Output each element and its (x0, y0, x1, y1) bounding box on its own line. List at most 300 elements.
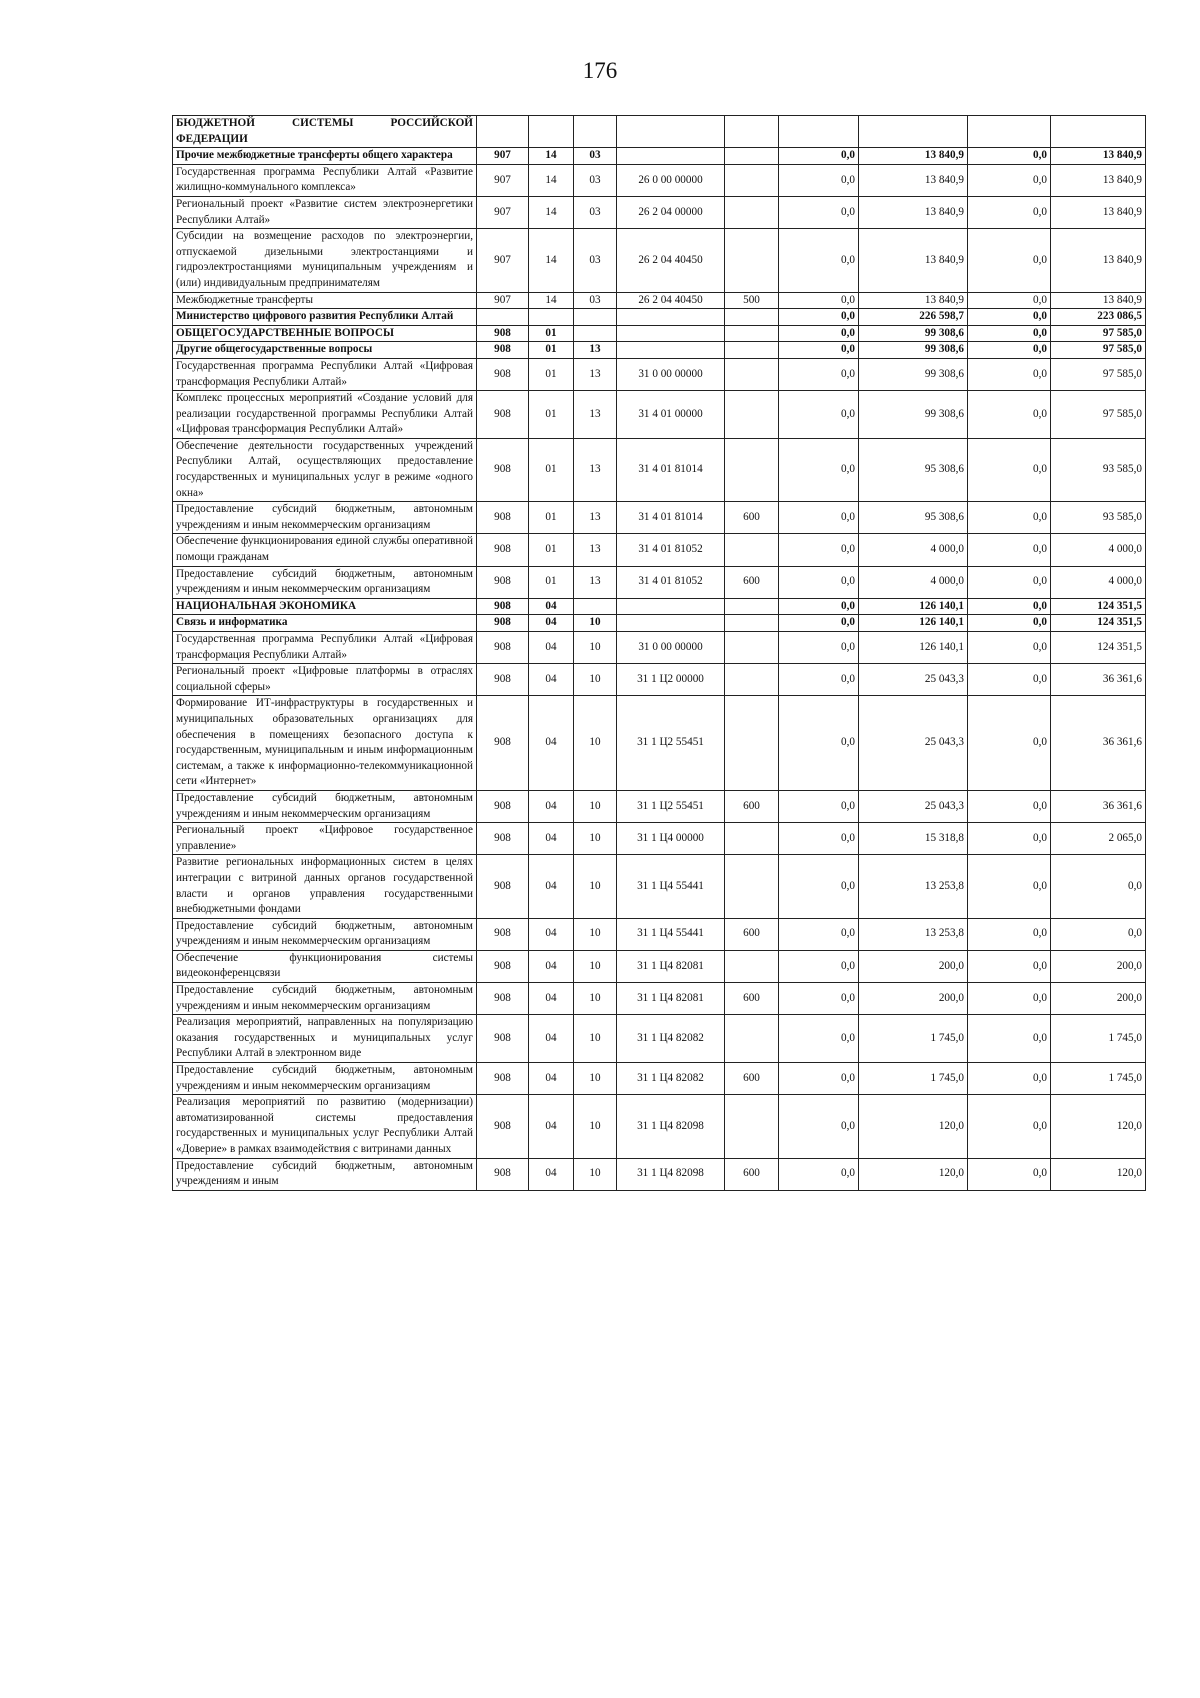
cell-section: 04 (529, 918, 574, 950)
cell-amount-1: 0,0 (779, 229, 859, 292)
table-row (173, 196, 1146, 228)
cell-target-article: 31 4 01 81014 (617, 438, 725, 501)
cell-name: Субсидии на возмещение расходов по электроэнергии, отпускаемой дизельными электростанциями и гидроэлектростанциями муниципальным учреждениям и (или) индивидуальным предпринимателям (173, 229, 477, 292)
cell-target-article: 31 1 Ц4 55441 (617, 918, 725, 950)
table-row (173, 229, 1146, 292)
cell-amount-4: 93 585,0 (1051, 502, 1146, 534)
cell-amount-4: 13 840,9 (1051, 196, 1146, 228)
cell-grbs: 908 (477, 391, 529, 439)
cell-target-article: 31 0 00 00000 (617, 358, 725, 390)
cell-expense-type (725, 615, 779, 632)
cell-amount-4: 13 840,9 (1051, 292, 1146, 309)
cell-amount-3: 0,0 (968, 664, 1051, 696)
cell-amount-1: 0,0 (779, 855, 859, 918)
cell-section: 01 (529, 325, 574, 342)
cell-amount-4 (1051, 116, 1146, 148)
cell-grbs: 908 (477, 918, 529, 950)
cell-amount-2: 25 043,3 (859, 790, 968, 822)
cell-amount-3: 0,0 (968, 1063, 1051, 1095)
cell-amount-4: 4 000,0 (1051, 534, 1146, 566)
cell-amount-1: 0,0 (779, 164, 859, 196)
cell-amount-3: 0,0 (968, 229, 1051, 292)
cell-grbs: 907 (477, 229, 529, 292)
cell-expense-type (725, 229, 779, 292)
cell-target-article: 31 1 Ц2 55451 (617, 790, 725, 822)
cell-subsection: 03 (574, 292, 617, 309)
cell-amount-3: 0,0 (968, 196, 1051, 228)
cell-amount-2: 13 840,9 (859, 164, 968, 196)
cell-target-article: 26 2 04 00000 (617, 196, 725, 228)
cell-name: Предоставление субсидий бюджетным, автономным учреждениям и иным некоммерческим организациям (173, 566, 477, 598)
cell-subsection: 10 (574, 664, 617, 696)
cell-section: 04 (529, 664, 574, 696)
cell-name: НАЦИОНАЛЬНАЯ ЭКОНОМИКА (173, 598, 477, 615)
cell-amount-2: 13 253,8 (859, 855, 968, 918)
cell-amount-1: 0,0 (779, 534, 859, 566)
cell-amount-2: 13 840,9 (859, 196, 968, 228)
cell-section (529, 309, 574, 326)
cell-section: 04 (529, 950, 574, 982)
cell-grbs: 908 (477, 598, 529, 615)
cell-target-article (617, 116, 725, 148)
cell-grbs: 907 (477, 196, 529, 228)
cell-amount-2: 95 308,6 (859, 502, 968, 534)
cell-expense-type (725, 116, 779, 148)
cell-target-article: 31 4 01 00000 (617, 391, 725, 439)
cell-grbs: 908 (477, 566, 529, 598)
cell-amount-3: 0,0 (968, 950, 1051, 982)
cell-amount-4: 2 065,0 (1051, 823, 1146, 855)
cell-amount-3: 0,0 (968, 164, 1051, 196)
cell-target-article: 31 1 Ц4 82082 (617, 1015, 725, 1063)
cell-amount-1: 0,0 (779, 1063, 859, 1095)
cell-amount-3: 0,0 (968, 325, 1051, 342)
cell-amount-1: 0,0 (779, 358, 859, 390)
cell-amount-1: 0,0 (779, 1158, 859, 1190)
cell-expense-type (725, 325, 779, 342)
cell-target-article: 31 4 01 81052 (617, 534, 725, 566)
cell-amount-3: 0,0 (968, 342, 1051, 359)
table-row (173, 116, 1146, 148)
cell-amount-3: 0,0 (968, 615, 1051, 632)
cell-subsection: 10 (574, 1158, 617, 1190)
cell-section (529, 116, 574, 148)
cell-section: 01 (529, 342, 574, 359)
cell-name: Развитие региональных информационных систем в целях интеграции с витриной данных органов государственной власти и органов управления государственными внебюджетными фондами (173, 855, 477, 918)
cell-amount-3: 0,0 (968, 598, 1051, 615)
table-row (173, 615, 1146, 632)
cell-target-article: 31 4 01 81052 (617, 566, 725, 598)
cell-amount-2: 13 840,9 (859, 292, 968, 309)
cell-name: Обеспечение функционирования единой службы оперативной помощи гражданам (173, 534, 477, 566)
cell-expense-type (725, 1095, 779, 1158)
cell-target-article (617, 615, 725, 632)
cell-amount-4: 124 351,5 (1051, 632, 1146, 664)
cell-section: 14 (529, 196, 574, 228)
cell-amount-1: 0,0 (779, 823, 859, 855)
cell-grbs: 907 (477, 148, 529, 165)
cell-subsection (574, 325, 617, 342)
cell-section: 01 (529, 358, 574, 390)
cell-amount-4: 97 585,0 (1051, 325, 1146, 342)
table-row (173, 358, 1146, 390)
table-row (173, 1015, 1146, 1063)
cell-target-article: 31 1 Ц2 00000 (617, 664, 725, 696)
cell-amount-3: 0,0 (968, 292, 1051, 309)
cell-amount-3: 0,0 (968, 918, 1051, 950)
cell-section: 14 (529, 148, 574, 165)
cell-amount-2: 13 840,9 (859, 148, 968, 165)
cell-amount-4: 13 840,9 (1051, 148, 1146, 165)
cell-name: Государственная программа Республики Алтай «Цифровая трансформация Республики Алтай» (173, 358, 477, 390)
table-row (173, 598, 1146, 615)
cell-amount-4: 200,0 (1051, 950, 1146, 982)
cell-grbs: 908 (477, 790, 529, 822)
cell-amount-3: 0,0 (968, 438, 1051, 501)
cell-expense-type (725, 164, 779, 196)
cell-amount-4: 0,0 (1051, 855, 1146, 918)
cell-amount-2: 200,0 (859, 983, 968, 1015)
cell-target-article: 31 4 01 81014 (617, 502, 725, 534)
cell-name: Прочие межбюджетные трансферты общего характера (173, 148, 477, 165)
cell-expense-type (725, 196, 779, 228)
cell-section: 04 (529, 1015, 574, 1063)
cell-amount-4: 36 361,6 (1051, 790, 1146, 822)
cell-name: Обеспечение деятельности государственных учреждений Республики Алтай, осуществляющих предоставление государственных и муниципальных услуг в режиме «одного окна» (173, 438, 477, 501)
cell-grbs: 908 (477, 1095, 529, 1158)
cell-expense-type (725, 342, 779, 359)
cell-amount-1: 0,0 (779, 325, 859, 342)
table-row (173, 823, 1146, 855)
cell-expense-type: 600 (725, 983, 779, 1015)
cell-expense-type (725, 950, 779, 982)
cell-amount-2: 25 043,3 (859, 696, 968, 791)
cell-subsection: 10 (574, 950, 617, 982)
cell-target-article: 31 1 Ц4 82098 (617, 1158, 725, 1190)
cell-amount-2: 126 140,1 (859, 598, 968, 615)
cell-amount-1: 0,0 (779, 632, 859, 664)
cell-grbs: 908 (477, 1158, 529, 1190)
cell-section: 14 (529, 229, 574, 292)
table-row (173, 950, 1146, 982)
cell-expense-type (725, 823, 779, 855)
cell-name: Обеспечение функционирования системы видеоконференцсвязи (173, 950, 477, 982)
cell-name: Межбюджетные трансферты (173, 292, 477, 309)
cell-target-article (617, 309, 725, 326)
cell-grbs: 908 (477, 632, 529, 664)
cell-grbs: 907 (477, 164, 529, 196)
cell-section: 01 (529, 391, 574, 439)
cell-amount-2: 99 308,6 (859, 391, 968, 439)
cell-amount-2: 99 308,6 (859, 358, 968, 390)
table-row (173, 391, 1146, 439)
cell-expense-type: 600 (725, 1063, 779, 1095)
cell-section: 01 (529, 566, 574, 598)
cell-subsection: 10 (574, 632, 617, 664)
cell-amount-3: 0,0 (968, 148, 1051, 165)
cell-name: Предоставление субсидий бюджетным, автономным учреждениям и иным (173, 1158, 477, 1190)
cell-subsection: 13 (574, 358, 617, 390)
cell-amount-2: 126 140,1 (859, 615, 968, 632)
cell-name: Государственная программа Республики Алтай «Цифровая трансформация Республики Алтай» (173, 632, 477, 664)
cell-target-article: 26 2 04 40450 (617, 229, 725, 292)
cell-grbs: 908 (477, 1015, 529, 1063)
cell-grbs: 908 (477, 615, 529, 632)
cell-target-article: 31 0 00 00000 (617, 632, 725, 664)
table-row (173, 1158, 1146, 1190)
cell-amount-4: 124 351,5 (1051, 615, 1146, 632)
cell-amount-4: 36 361,6 (1051, 696, 1146, 791)
cell-amount-1: 0,0 (779, 1095, 859, 1158)
cell-amount-3: 0,0 (968, 1158, 1051, 1190)
cell-grbs: 908 (477, 342, 529, 359)
table-row (173, 664, 1146, 696)
cell-amount-4: 200,0 (1051, 983, 1146, 1015)
cell-amount-2 (859, 116, 968, 148)
cell-expense-type (725, 391, 779, 439)
cell-expense-type (725, 438, 779, 501)
cell-amount-4: 1 745,0 (1051, 1063, 1146, 1095)
cell-subsection: 03 (574, 196, 617, 228)
cell-amount-2: 1 745,0 (859, 1015, 968, 1063)
table-row (173, 309, 1146, 326)
cell-amount-4: 223 086,5 (1051, 309, 1146, 326)
cell-subsection: 10 (574, 823, 617, 855)
cell-amount-1: 0,0 (779, 983, 859, 1015)
cell-amount-3: 0,0 (968, 855, 1051, 918)
cell-target-article: 31 1 Ц2 55451 (617, 696, 725, 791)
cell-amount-1: 0,0 (779, 438, 859, 501)
cell-subsection: 13 (574, 438, 617, 501)
cell-target-article (617, 598, 725, 615)
cell-amount-3 (968, 116, 1051, 148)
cell-amount-1: 0,0 (779, 598, 859, 615)
table-row (173, 1095, 1146, 1158)
budget-table (172, 115, 1146, 1191)
cell-grbs: 908 (477, 950, 529, 982)
cell-amount-2: 99 308,6 (859, 325, 968, 342)
table-row (173, 1063, 1146, 1095)
table-row (173, 502, 1146, 534)
cell-name: ОБЩЕГОСУДАРСТВЕННЫЕ ВОПРОСЫ (173, 325, 477, 342)
cell-target-article: 31 1 Ц4 82081 (617, 950, 725, 982)
cell-grbs (477, 309, 529, 326)
cell-subsection: 10 (574, 615, 617, 632)
cell-amount-4: 97 585,0 (1051, 391, 1146, 439)
cell-expense-type (725, 598, 779, 615)
cell-amount-3: 0,0 (968, 1015, 1051, 1063)
cell-amount-4: 4 000,0 (1051, 566, 1146, 598)
cell-expense-type: 600 (725, 790, 779, 822)
cell-target-article (617, 342, 725, 359)
cell-section: 04 (529, 615, 574, 632)
cell-name: Министерство цифрового развития Республики Алтай (173, 309, 477, 326)
cell-name: Предоставление субсидий бюджетным, автономным учреждениям и иным некоммерческим организациям (173, 790, 477, 822)
table-row (173, 632, 1146, 664)
cell-subsection: 10 (574, 1063, 617, 1095)
cell-amount-2: 13 253,8 (859, 918, 968, 950)
cell-amount-4: 120,0 (1051, 1158, 1146, 1190)
cell-subsection: 10 (574, 1015, 617, 1063)
cell-amount-1: 0,0 (779, 391, 859, 439)
cell-grbs: 908 (477, 664, 529, 696)
cell-amount-1: 0,0 (779, 696, 859, 791)
cell-name: БЮДЖЕТНОЙ СИСТЕМЫ РОССИЙСКОЙ ФЕДЕРАЦИИ (173, 116, 477, 148)
cell-section: 04 (529, 1095, 574, 1158)
cell-amount-3: 0,0 (968, 823, 1051, 855)
cell-subsection: 03 (574, 148, 617, 165)
cell-expense-type: 500 (725, 292, 779, 309)
cell-amount-2: 126 140,1 (859, 632, 968, 664)
cell-subsection: 10 (574, 790, 617, 822)
cell-subsection: 03 (574, 229, 617, 292)
cell-subsection: 03 (574, 164, 617, 196)
cell-amount-4: 124 351,5 (1051, 598, 1146, 615)
cell-amount-2: 120,0 (859, 1158, 968, 1190)
cell-name: Предоставление субсидий бюджетным, автономным учреждениям и иным некоммерческим организациям (173, 502, 477, 534)
cell-amount-3: 0,0 (968, 790, 1051, 822)
cell-subsection: 13 (574, 391, 617, 439)
cell-amount-3: 0,0 (968, 1095, 1051, 1158)
cell-amount-1: 0,0 (779, 148, 859, 165)
table-row (173, 342, 1146, 359)
cell-section: 04 (529, 1063, 574, 1095)
cell-amount-1: 0,0 (779, 664, 859, 696)
cell-amount-2: 15 318,8 (859, 823, 968, 855)
cell-target-article: 31 1 Ц4 82082 (617, 1063, 725, 1095)
cell-amount-3: 0,0 (968, 309, 1051, 326)
cell-section: 14 (529, 292, 574, 309)
cell-section: 04 (529, 823, 574, 855)
cell-amount-2: 13 840,9 (859, 229, 968, 292)
cell-amount-1: 0,0 (779, 615, 859, 632)
cell-amount-4: 120,0 (1051, 1095, 1146, 1158)
cell-grbs: 908 (477, 855, 529, 918)
table-row (173, 855, 1146, 918)
cell-amount-1: 0,0 (779, 950, 859, 982)
cell-grbs: 908 (477, 358, 529, 390)
cell-section: 04 (529, 855, 574, 918)
cell-subsection (574, 598, 617, 615)
cell-subsection: 10 (574, 1095, 617, 1158)
cell-amount-2: 4 000,0 (859, 566, 968, 598)
cell-expense-type (725, 534, 779, 566)
table-body (173, 116, 1146, 1191)
cell-amount-1: 0,0 (779, 196, 859, 228)
cell-expense-type (725, 855, 779, 918)
cell-subsection: 10 (574, 696, 617, 791)
cell-subsection (574, 116, 617, 148)
cell-subsection (574, 309, 617, 326)
cell-amount-2: 99 308,6 (859, 342, 968, 359)
cell-name: Государственная программа Республики Алтай «Развитие жилищно-коммунального комплекса» (173, 164, 477, 196)
cell-amount-1: 0,0 (779, 309, 859, 326)
cell-expense-type (725, 358, 779, 390)
cell-amount-4: 1 745,0 (1051, 1015, 1146, 1063)
cell-subsection: 13 (574, 502, 617, 534)
cell-amount-2: 95 308,6 (859, 438, 968, 501)
cell-amount-1: 0,0 (779, 1015, 859, 1063)
table-row (173, 148, 1146, 165)
cell-amount-2: 120,0 (859, 1095, 968, 1158)
table-row (173, 164, 1146, 196)
cell-section: 01 (529, 502, 574, 534)
cell-expense-type (725, 309, 779, 326)
cell-target-article: 31 1 Ц4 82098 (617, 1095, 725, 1158)
cell-section: 01 (529, 534, 574, 566)
cell-name: Предоставление субсидий бюджетным, автономным учреждениям и иным некоммерческим организациям (173, 1063, 477, 1095)
cell-grbs: 908 (477, 983, 529, 1015)
cell-subsection: 13 (574, 566, 617, 598)
cell-grbs (477, 116, 529, 148)
cell-section: 01 (529, 438, 574, 501)
cell-name: Другие общегосударственные вопросы (173, 342, 477, 359)
cell-grbs: 908 (477, 502, 529, 534)
table-row (173, 534, 1146, 566)
cell-name: Предоставление субсидий бюджетным, автономным учреждениям и иным некоммерческим организациям (173, 918, 477, 950)
cell-amount-4: 97 585,0 (1051, 358, 1146, 390)
cell-expense-type (725, 148, 779, 165)
cell-amount-4: 36 361,6 (1051, 664, 1146, 696)
cell-amount-4: 0,0 (1051, 918, 1146, 950)
cell-expense-type: 600 (725, 566, 779, 598)
cell-amount-2: 25 043,3 (859, 664, 968, 696)
cell-name: Региональный проект «Развитие систем электроэнергетики Республики Алтай» (173, 196, 477, 228)
cell-amount-4: 97 585,0 (1051, 342, 1146, 359)
cell-section: 04 (529, 598, 574, 615)
table-row (173, 438, 1146, 501)
cell-grbs: 907 (477, 292, 529, 309)
table-row (173, 983, 1146, 1015)
cell-section: 04 (529, 696, 574, 791)
cell-amount-2: 226 598,7 (859, 309, 968, 326)
cell-grbs: 908 (477, 1063, 529, 1095)
cell-subsection: 10 (574, 983, 617, 1015)
table-row (173, 918, 1146, 950)
cell-amount-1: 0,0 (779, 790, 859, 822)
cell-subsection: 10 (574, 918, 617, 950)
cell-amount-4: 13 840,9 (1051, 229, 1146, 292)
cell-expense-type: 600 (725, 918, 779, 950)
cell-expense-type (725, 1015, 779, 1063)
cell-amount-3: 0,0 (968, 391, 1051, 439)
cell-section: 04 (529, 632, 574, 664)
cell-name: Предоставление субсидий бюджетным, автономным учреждениям и иным некоммерческим организациям (173, 983, 477, 1015)
cell-target-article: 31 1 Ц4 00000 (617, 823, 725, 855)
table-row (173, 696, 1146, 791)
cell-name: Реализация мероприятий по развитию (модернизации) автоматизированной системы предоставления государственных и муниципальных услуг Республики Алтай «Доверие» в рамках взаимодействия с витринами данных (173, 1095, 477, 1158)
table-row (173, 292, 1146, 309)
cell-amount-3: 0,0 (968, 502, 1051, 534)
cell-subsection: 13 (574, 342, 617, 359)
cell-name: Региональный проект «Цифровые платформы в отраслях социальной сферы» (173, 664, 477, 696)
cell-amount-3: 0,0 (968, 566, 1051, 598)
cell-target-article: 31 1 Ц4 55441 (617, 855, 725, 918)
cell-grbs: 908 (477, 696, 529, 791)
page-number: 176 (582, 58, 618, 83)
cell-amount-1: 0,0 (779, 566, 859, 598)
cell-expense-type (725, 696, 779, 791)
cell-name: Реализация мероприятий, направленных на популяризацию оказания государственных и муниципальных услуг Республики Алтай в электронном виде (173, 1015, 477, 1063)
cell-amount-2: 1 745,0 (859, 1063, 968, 1095)
cell-expense-type (725, 632, 779, 664)
cell-amount-1: 0,0 (779, 342, 859, 359)
cell-amount-1: 0,0 (779, 918, 859, 950)
cell-target-article (617, 325, 725, 342)
cell-expense-type (725, 664, 779, 696)
table-row (173, 325, 1146, 342)
cell-section: 04 (529, 790, 574, 822)
